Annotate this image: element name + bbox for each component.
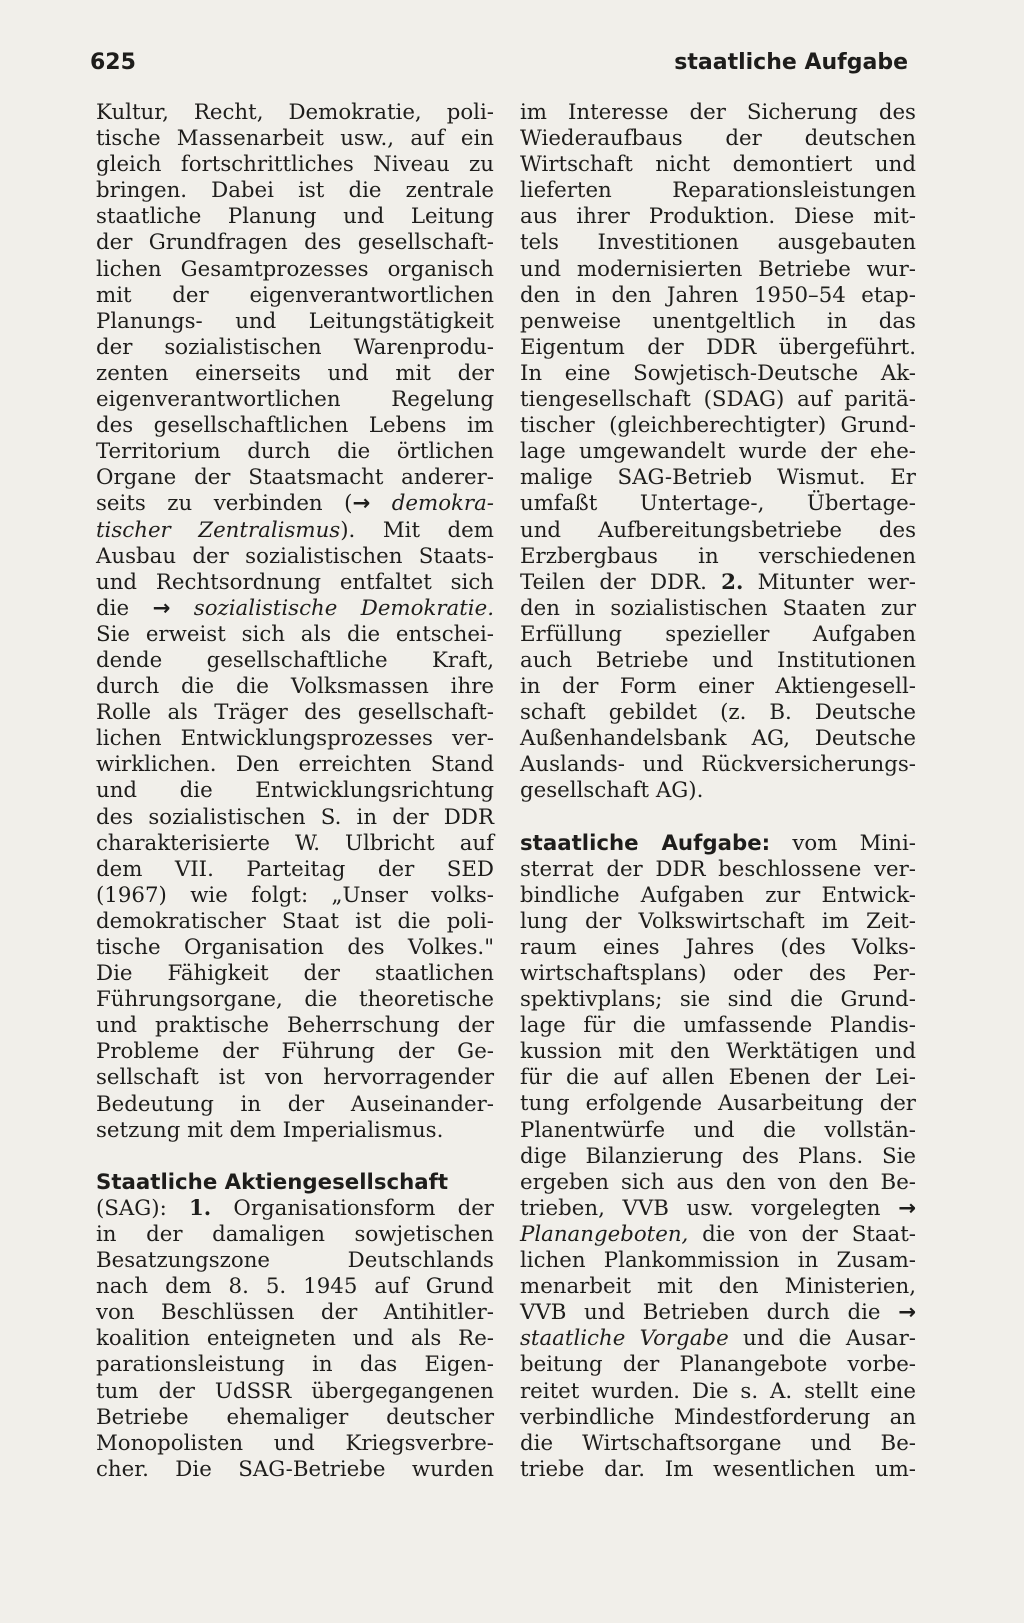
cross-reference-arrow-icon: →: [152, 595, 171, 621]
text-line: durch die die Volksmassen ihre: [96, 674, 494, 700]
text-line: dende gesellschaftliche Kraft,: [96, 647, 494, 673]
text-line: und Rechtsordnung entfaltet sich: [96, 569, 494, 595]
text-line: gleich fortschrittliches Niveau zu: [96, 152, 494, 178]
paragraph-gap: [520, 805, 916, 831]
text-line: im Interesse der Sicherung des: [520, 100, 916, 125]
text-line: (1967) wie folgt: „Unser volks-: [96, 882, 494, 908]
text-line: der Grundfragen des gesellschaft-: [96, 230, 494, 256]
text-line: [520, 570, 916, 596]
text-line: Organe der Staatsmacht anderer-: [96, 465, 494, 491]
text-line: Betriebe ehemaliger deutscher: [96, 1404, 494, 1430]
text-line: lichen Plankommission in Zusam-: [520, 1248, 916, 1274]
text-run: und die Ausar-: [743, 1326, 916, 1352]
text-line: die Wirtschaftsorgane und Be-: [520, 1430, 916, 1456]
text-line: und modernisierten Betriebe wur-: [520, 256, 916, 282]
cross-reference: sozialistische Demokratie.: [193, 595, 494, 621]
text-line: bindliche Aufgaben zur Entwick-: [520, 882, 916, 908]
text-line: Probleme der Führung der Ge-: [96, 1039, 494, 1065]
text-line: tische Massenarbeit usw., auf ein: [96, 126, 494, 152]
text-line: für die auf allen Ebenen der Lei-: [520, 1065, 916, 1091]
text-line: menarbeit mit den Ministerien,: [520, 1274, 916, 1300]
text-line: wirklichen. Den erreichten Stand: [96, 752, 494, 778]
text-line: Auslands- und Rückversicherungs-: [520, 752, 916, 778]
sense-number: 2.: [721, 569, 744, 595]
text-line: [96, 518, 494, 544]
text-line: bringen. Dabei ist die zentrale: [96, 178, 494, 204]
text-line: eigenverantwortlichen Regelung: [96, 387, 494, 413]
text-line: lichen Entwicklungsprozesses ver-: [96, 726, 494, 752]
text-line: demokratischer Staat ist die poli-: [96, 908, 494, 934]
sense-number: 1.: [188, 1195, 212, 1221]
text-line: lichen Gesamtprozesses organisch: [96, 256, 494, 282]
text-run: trieben, VVB usw. vorgelegten: [520, 1195, 881, 1221]
text-line: zenten einerseits und mit der: [96, 360, 494, 386]
paragraph-gap: [96, 1144, 494, 1170]
text-run: Mitunter wer-: [757, 569, 917, 595]
text-line: tum der UdSSR übergegangenen: [96, 1378, 494, 1404]
text-line: Sie erweist sich als die entschei-: [96, 621, 494, 647]
text-run: (SAG):: [96, 1195, 167, 1221]
text-line: Wiederaufbaus der deutschen: [520, 126, 916, 152]
text-run: Organisationsform der: [233, 1195, 494, 1221]
text-line: den in sozialistischen Staaten zur: [520, 595, 916, 621]
text-line: cher. Die SAG-Betriebe wurden: [96, 1456, 494, 1482]
text-line: des gesellschaftlichen Lebens im: [96, 413, 494, 439]
text-line: lage umgewandelt wurde der ehe-: [520, 439, 916, 465]
cross-reference: tischer Zentralismus: [96, 517, 341, 543]
text-run: die von der Staat-: [702, 1221, 916, 1247]
text-line: penweise unentgeltlich in das: [520, 308, 916, 334]
text-line: Planungs- und Leitungstätigkeit: [96, 308, 494, 334]
text-line: nach dem 8. 5. 1945 auf Grund: [96, 1274, 494, 1300]
text-line: lung der Volkswirtschaft im Zeit-: [520, 908, 916, 934]
text-line: Territorium durch die örtlichen: [96, 439, 494, 465]
text-line: setzung mit dem Imperialismus.: [96, 1117, 444, 1143]
cross-reference-arrow-icon: →: [352, 491, 371, 517]
cross-reference: staatliche Vorgabe: [520, 1326, 729, 1352]
text-line: umfaßt Untertage-, Übertage-: [520, 491, 916, 517]
text-line: sellschaft ist von hervorragender: [96, 1065, 494, 1091]
text-line: tels Investitionen ausgebauten: [520, 230, 916, 256]
text-line: von Beschlüssen der Antihitler-: [96, 1300, 494, 1326]
text-line: und die Entwicklungsrichtung: [96, 778, 494, 804]
text-line: charakterisierte W. Ulbricht auf: [96, 830, 494, 856]
cross-reference-arrow-icon: →: [898, 1300, 916, 1326]
text-line: Die Fähigkeit der staatlichen: [96, 961, 494, 987]
text-line: aus ihrer Produktion. Diese mit-: [520, 204, 916, 230]
text-line: Bedeutung in der Auseinander-: [96, 1091, 494, 1117]
entry-title: Staatliche Aktiengesellschaft: [96, 1169, 449, 1195]
text-run: VVB und Betrieben durch die: [520, 1300, 881, 1326]
text-line: beitung der Planangebote vorbe-: [520, 1352, 916, 1378]
text-line: reitet wurden. Die s. A. stellt eine: [520, 1378, 916, 1404]
text-line: Führungsorgane, die theoretische: [96, 987, 494, 1013]
text-line: gesellschaft AG).: [520, 778, 704, 804]
cross-reference: Planangeboten,: [520, 1221, 689, 1247]
text-line: [520, 1326, 916, 1352]
right-column: [520, 100, 916, 1483]
text-line: und Aufbereitungsbetriebe des: [520, 517, 916, 543]
text-line: Eigentum der DDR übergeführt.: [520, 334, 916, 360]
text-line: sterrat der DDR beschlossene ver-: [520, 856, 916, 882]
text-line: [96, 491, 494, 517]
text-line: spektivplans; sie sind die Grund-: [520, 987, 916, 1013]
text-line: [520, 831, 916, 857]
text-run: Teilen der DDR.: [520, 569, 707, 595]
text-line: mit der eigenverantwortlichen: [96, 282, 494, 308]
text-run: ). Mit dem: [340, 517, 494, 543]
text-line: Planentwürfe und die vollstän-: [520, 1117, 916, 1143]
text-line: dige Bilanzierung des Plans. Sie: [520, 1143, 916, 1169]
text-line: verbindliche Mindestforderung an: [520, 1404, 916, 1430]
text-line: tischer (gleichberechtigter) Grund-: [520, 413, 916, 439]
text-line: in der damaligen sowjetischen: [96, 1221, 494, 1247]
text-line: parationsleistung in das Eigen-: [96, 1352, 494, 1378]
text-line: und praktische Beherrschung der: [96, 1013, 494, 1039]
text-line: Kultur, Recht, Demokratie, poli-: [96, 100, 494, 125]
text-line: tiengesellschaft (SDAG) auf paritä-: [520, 387, 916, 413]
text-line: ergeben sich aus den von den Be-: [520, 1169, 916, 1195]
text-line: wirtschaftsplans) oder des Per-: [520, 961, 916, 986]
text-line: Monopolisten und Kriegsverbre-: [96, 1430, 494, 1456]
text-line: der sozialistischen Warenprodu-: [96, 334, 494, 360]
page-number: 625: [90, 50, 136, 75]
text-line: auch Betriebe und Institutionen: [520, 647, 916, 673]
text-run: vom Mini-: [792, 830, 916, 856]
text-line: raum eines Jahres (des Volks-: [520, 934, 916, 960]
running-head: staatliche Aufgabe: [674, 50, 908, 75]
text-line: in der Form einer Aktiengesell-: [520, 674, 916, 700]
text-line: Erfüllung spezieller Aufgaben: [520, 621, 916, 647]
text-line: Außenhandelsbank AG, Deutsche: [520, 726, 916, 752]
text-line: lieferten Reparationsleistungen: [520, 178, 916, 204]
text-line: Rolle als Träger des gesellschaft-: [96, 700, 494, 726]
text-line: Erzbergbaus in verschiedenen: [520, 543, 916, 569]
text-line: den in den Jahren 1950–54 etap-: [520, 282, 916, 308]
text-line: dem VII. Parteitag der SED: [96, 856, 494, 882]
text-line: schaft gebildet (z. B. Deutsche: [520, 700, 916, 726]
text-line: In eine Sowjetisch-Deutsche Ak-: [520, 360, 916, 386]
text-run: die: [96, 595, 130, 621]
text-line: malige SAG-Betrieb Wismut. Er: [520, 465, 916, 491]
text-line: kussion mit den Werktätigen und: [520, 1039, 916, 1065]
text-line: [96, 1196, 494, 1222]
text-line: [520, 1300, 916, 1326]
text-line: Wirtschaft nicht demontiert und: [520, 152, 916, 178]
text-line: koalition enteigneten und als Re-: [96, 1326, 494, 1352]
text-line: lage für die umfassende Plandis-: [520, 1013, 916, 1039]
cross-reference-arrow-icon: →: [898, 1195, 916, 1221]
text-line: staatliche Planung und Leitung: [96, 204, 494, 230]
left-column: [96, 100, 494, 1483]
text-line: Besatzungszone Deutschlands: [96, 1248, 494, 1274]
text-line: tung erfolgende Ausarbeitung der: [520, 1091, 916, 1117]
text-line: [96, 596, 494, 622]
text-run: seits zu verbinden (: [96, 491, 353, 517]
text-line: des sozialistischen S. in der DDR: [96, 804, 494, 830]
text-line: [520, 1222, 916, 1248]
text-line: triebe dar. Im wesentlichen um-: [520, 1456, 916, 1482]
cross-reference: demokra-: [391, 491, 494, 517]
text-line: tische Organisation des Volkes.": [96, 935, 494, 960]
text-line: Ausbau der sozialistischen Staats-: [96, 543, 494, 569]
entry-title: staatliche Aufgabe:: [520, 830, 771, 856]
text-line: [520, 1196, 916, 1222]
